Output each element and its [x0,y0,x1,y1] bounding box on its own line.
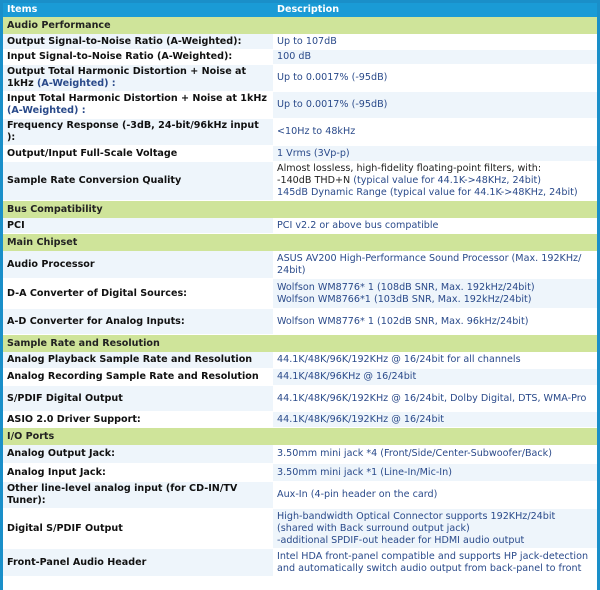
row-label [3,412,273,428]
section-header [3,234,597,251]
table-row [3,445,597,464]
row-label [3,34,273,50]
table-row [3,482,597,509]
row-value-line: 145dB Dynamic Range (typical value for 44.1K->48KHz, 24bit) [277,187,578,198]
table-row [3,509,597,549]
row-label-text: Output/Input Full-Scale Voltage [7,147,178,159]
row-value: Aux-In (4-pin header on the card) [273,482,597,509]
row-value-line: Almost lossless, high-fidelity floating-point filters, with: [277,163,542,174]
row-label [3,445,273,464]
row-value: 1 Vrms (3Vp-p) [273,146,597,162]
row-label-text: D-A Converter of Digital Sources: [7,287,188,299]
table-row [3,279,597,309]
row-value-line: (shared with Back surround output jack) [277,522,470,534]
row-label-suffix: (A-Weighted) : [7,105,86,116]
row-label [3,509,273,549]
row-value: PCI v2.2 or above bus compatible [273,218,597,234]
table-row [3,92,597,119]
table-row [3,464,597,482]
row-label-text: A-D Converter for Analog Inputs: [7,315,185,327]
row-value: Up to 0.0017% (-95dB) [273,65,597,92]
row-label-text: Output Signal-to-Noise Ratio (A-Weighted): [7,35,242,47]
row-value: 44.1K/48K/96KHz @ 16/24bit [273,369,597,386]
section-header [3,201,597,218]
row-label-suffix: (A-Weighted) : [37,78,116,89]
row-value: 3.50mm mini jack *1 (Line-In/Mic-In) [273,464,597,482]
row-label-text: ASIO 2.0 Driver Support: [7,413,141,425]
table-row [3,352,597,369]
row-label [3,369,273,386]
table-row [3,369,597,386]
row-label-text: Analog Playback Sample Rate and Resolution [7,354,253,365]
table-row [3,50,597,65]
row-value: 44.1K/48K/96K/192KHz @ 16/24bit [273,412,597,428]
row-value-line: -additional SPDIF-out header for HDMI audio output [277,534,525,546]
row-value: 100 dB [273,50,597,65]
row-value [273,279,597,309]
row-label-text: S/PDIF Digital Output [7,392,123,404]
row-label-text: Front-Panel Audio Header [7,556,147,568]
row-label [3,279,273,309]
row-label-text: Analog Input Jack: [7,466,106,478]
section-title: Main Chipset [3,234,597,251]
header-description: Description [273,3,597,17]
table-row [3,549,597,577]
table-row [3,34,597,50]
header-items: Items [3,3,273,17]
row-label [3,251,273,279]
table-row [3,162,597,201]
row-label-text: Output Total Harmonic Distortion + Noise at 1kHz [7,66,247,89]
row-label [3,309,273,335]
row-label-text: Analog Recording Sample Rate and Resolution [7,371,259,382]
section-header [3,17,597,34]
table-row [3,386,597,412]
section-title: Audio Performance [3,17,597,34]
table-header-row [3,3,597,17]
row-label-text: Audio Processor [7,258,95,270]
row-value-line: and automatically switch audio output from back-panel to front [277,562,582,574]
row-label-text: Analog Output Jack: [7,448,115,459]
row-label-text: Sample Rate Conversion Quality [7,175,182,186]
row-value-line: High-bandwidth Optical Connector supports 192KHz/24bit [277,510,556,522]
table-row [3,309,597,335]
table-body [3,17,597,577]
table-row [3,65,597,92]
row-value: Up to 0.0017% (-95dB) [273,92,597,119]
table-row [3,146,597,162]
spec-table-frame [3,3,597,590]
row-value: 3.50mm mini jack *4 (Front/Side/Center-Subwoofer/Back) [273,445,597,464]
row-label [3,65,273,92]
section-title: Sample Rate and Resolution [3,335,597,352]
row-label [3,119,273,146]
row-label-text: Input Signal-to-Noise Ratio (A-Weighted): [7,51,233,62]
table-row [3,412,597,428]
table-row [3,218,597,234]
row-value: 44.1K/48K/96K/192KHz @ 16/24bit, Dolby Digital, DTS, WMA-Pro [273,386,597,412]
row-label-text: Frequency Response (-3dB, 24-bit/96kHz input ): [7,120,259,143]
row-value [273,162,597,201]
row-value-line: -140dB THD+N [277,175,351,186]
row-value: 44.1K/48K/96K/192KHz @ 16/24bit for all channels [273,352,597,369]
row-label [3,549,273,577]
table-row [3,119,597,146]
row-label-text: Other line-level analog input (for CD-IN/TV Tuner): [7,483,238,506]
row-label [3,92,273,119]
row-label [3,482,273,509]
section-title: Bus Compatibility [3,201,597,218]
section-header [3,428,597,445]
row-label [3,464,273,482]
row-label [3,218,273,234]
row-label-text: PCI [7,219,25,231]
row-value-line: Wolfson WM8766*1 (103dB SNR, Max. 192kHz/24bit) [277,293,532,305]
section-header [3,335,597,352]
row-value: ASUS AV200 High-Performance Sound Processor (Max. 192KHz/ 24bit) [273,251,597,279]
row-value-line: (typical value for 44.1K->48KHz, 24bit) [353,175,541,186]
row-value: Up to 107dB [273,34,597,50]
section-title: I/O Ports [3,428,597,445]
row-label [3,386,273,412]
row-label [3,162,273,201]
row-label [3,50,273,65]
spec-table [3,3,597,577]
row-value [273,549,597,577]
row-label [3,146,273,162]
row-label-text: Digital S/PDIF Output [7,522,123,534]
row-value [273,509,597,549]
table-row [3,251,597,279]
row-value-line-group [277,175,593,187]
row-value-line: Intel HDA front-panel compatible and supports HP jack-detection [277,550,589,562]
row-value-line: Wolfson WM8776* 1 (108dB SNR, Max. 192kHz/24bit) [277,281,535,293]
row-value: Wolfson WM8776* 1 (102dB SNR, Max. 96kHz/24bit) [273,309,597,335]
row-label [3,352,273,369]
row-value: <10Hz to 48kHz [273,119,597,146]
row-label-text: Input Total Harmonic Distortion + Noise at 1kHz [7,93,267,104]
